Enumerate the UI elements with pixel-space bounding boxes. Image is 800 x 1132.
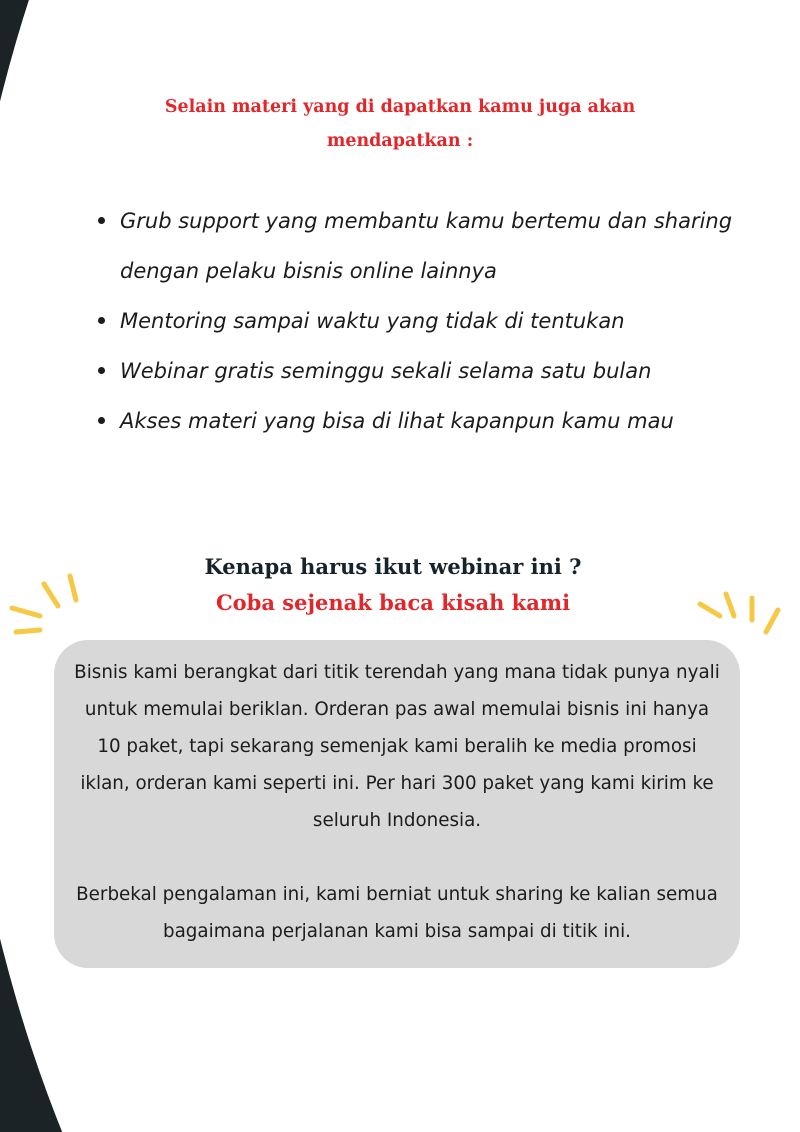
intro-line-2: mendapatkan : (326, 131, 474, 151)
benefit-item: Webinar gratis seminggu sekali selama satu bulan (96, 346, 756, 396)
intro-text (0, 90, 800, 158)
section-subtitle: Coba sejenak baca kisah kami (215, 590, 571, 615)
section-heading (0, 549, 786, 621)
section-title: Kenapa harus ikut webinar ini ? (204, 554, 582, 579)
benefit-item: Mentoring sampai waktu yang tidak di tentukan (96, 296, 756, 346)
intro-line-1: Selain materi yang di dapatkan kamu juga akan (164, 97, 636, 117)
story-card (54, 640, 740, 968)
story-paragraph-2: Berbekal pengalaman ini, kami berniat untuk sharing ke kalian semua bagaimana perjalanan kami bisa sampai di titik ini. (76, 884, 718, 942)
benefit-item: Akses materi yang bisa di lihat kapanpun kamu mau (96, 396, 756, 446)
benefits-list (96, 196, 756, 446)
benefit-item: Grub support yang membantu kamu bertemu dan sharing dengan pelaku bisnis online lainnya (96, 196, 756, 296)
story-paragraph-1: Bisnis kami berangkat dari titik terendah yang mana tidak punya nyali untuk memulai beriklan. Orderan pas awal memulai bisnis ini hanya 10 paket, tapi sekarang semenjak kami beralih ke media promosi iklan, orderan kami seperti ini. Per hari 300 paket yang kami kirim ke seluruh Indonesia. (74, 662, 720, 831)
